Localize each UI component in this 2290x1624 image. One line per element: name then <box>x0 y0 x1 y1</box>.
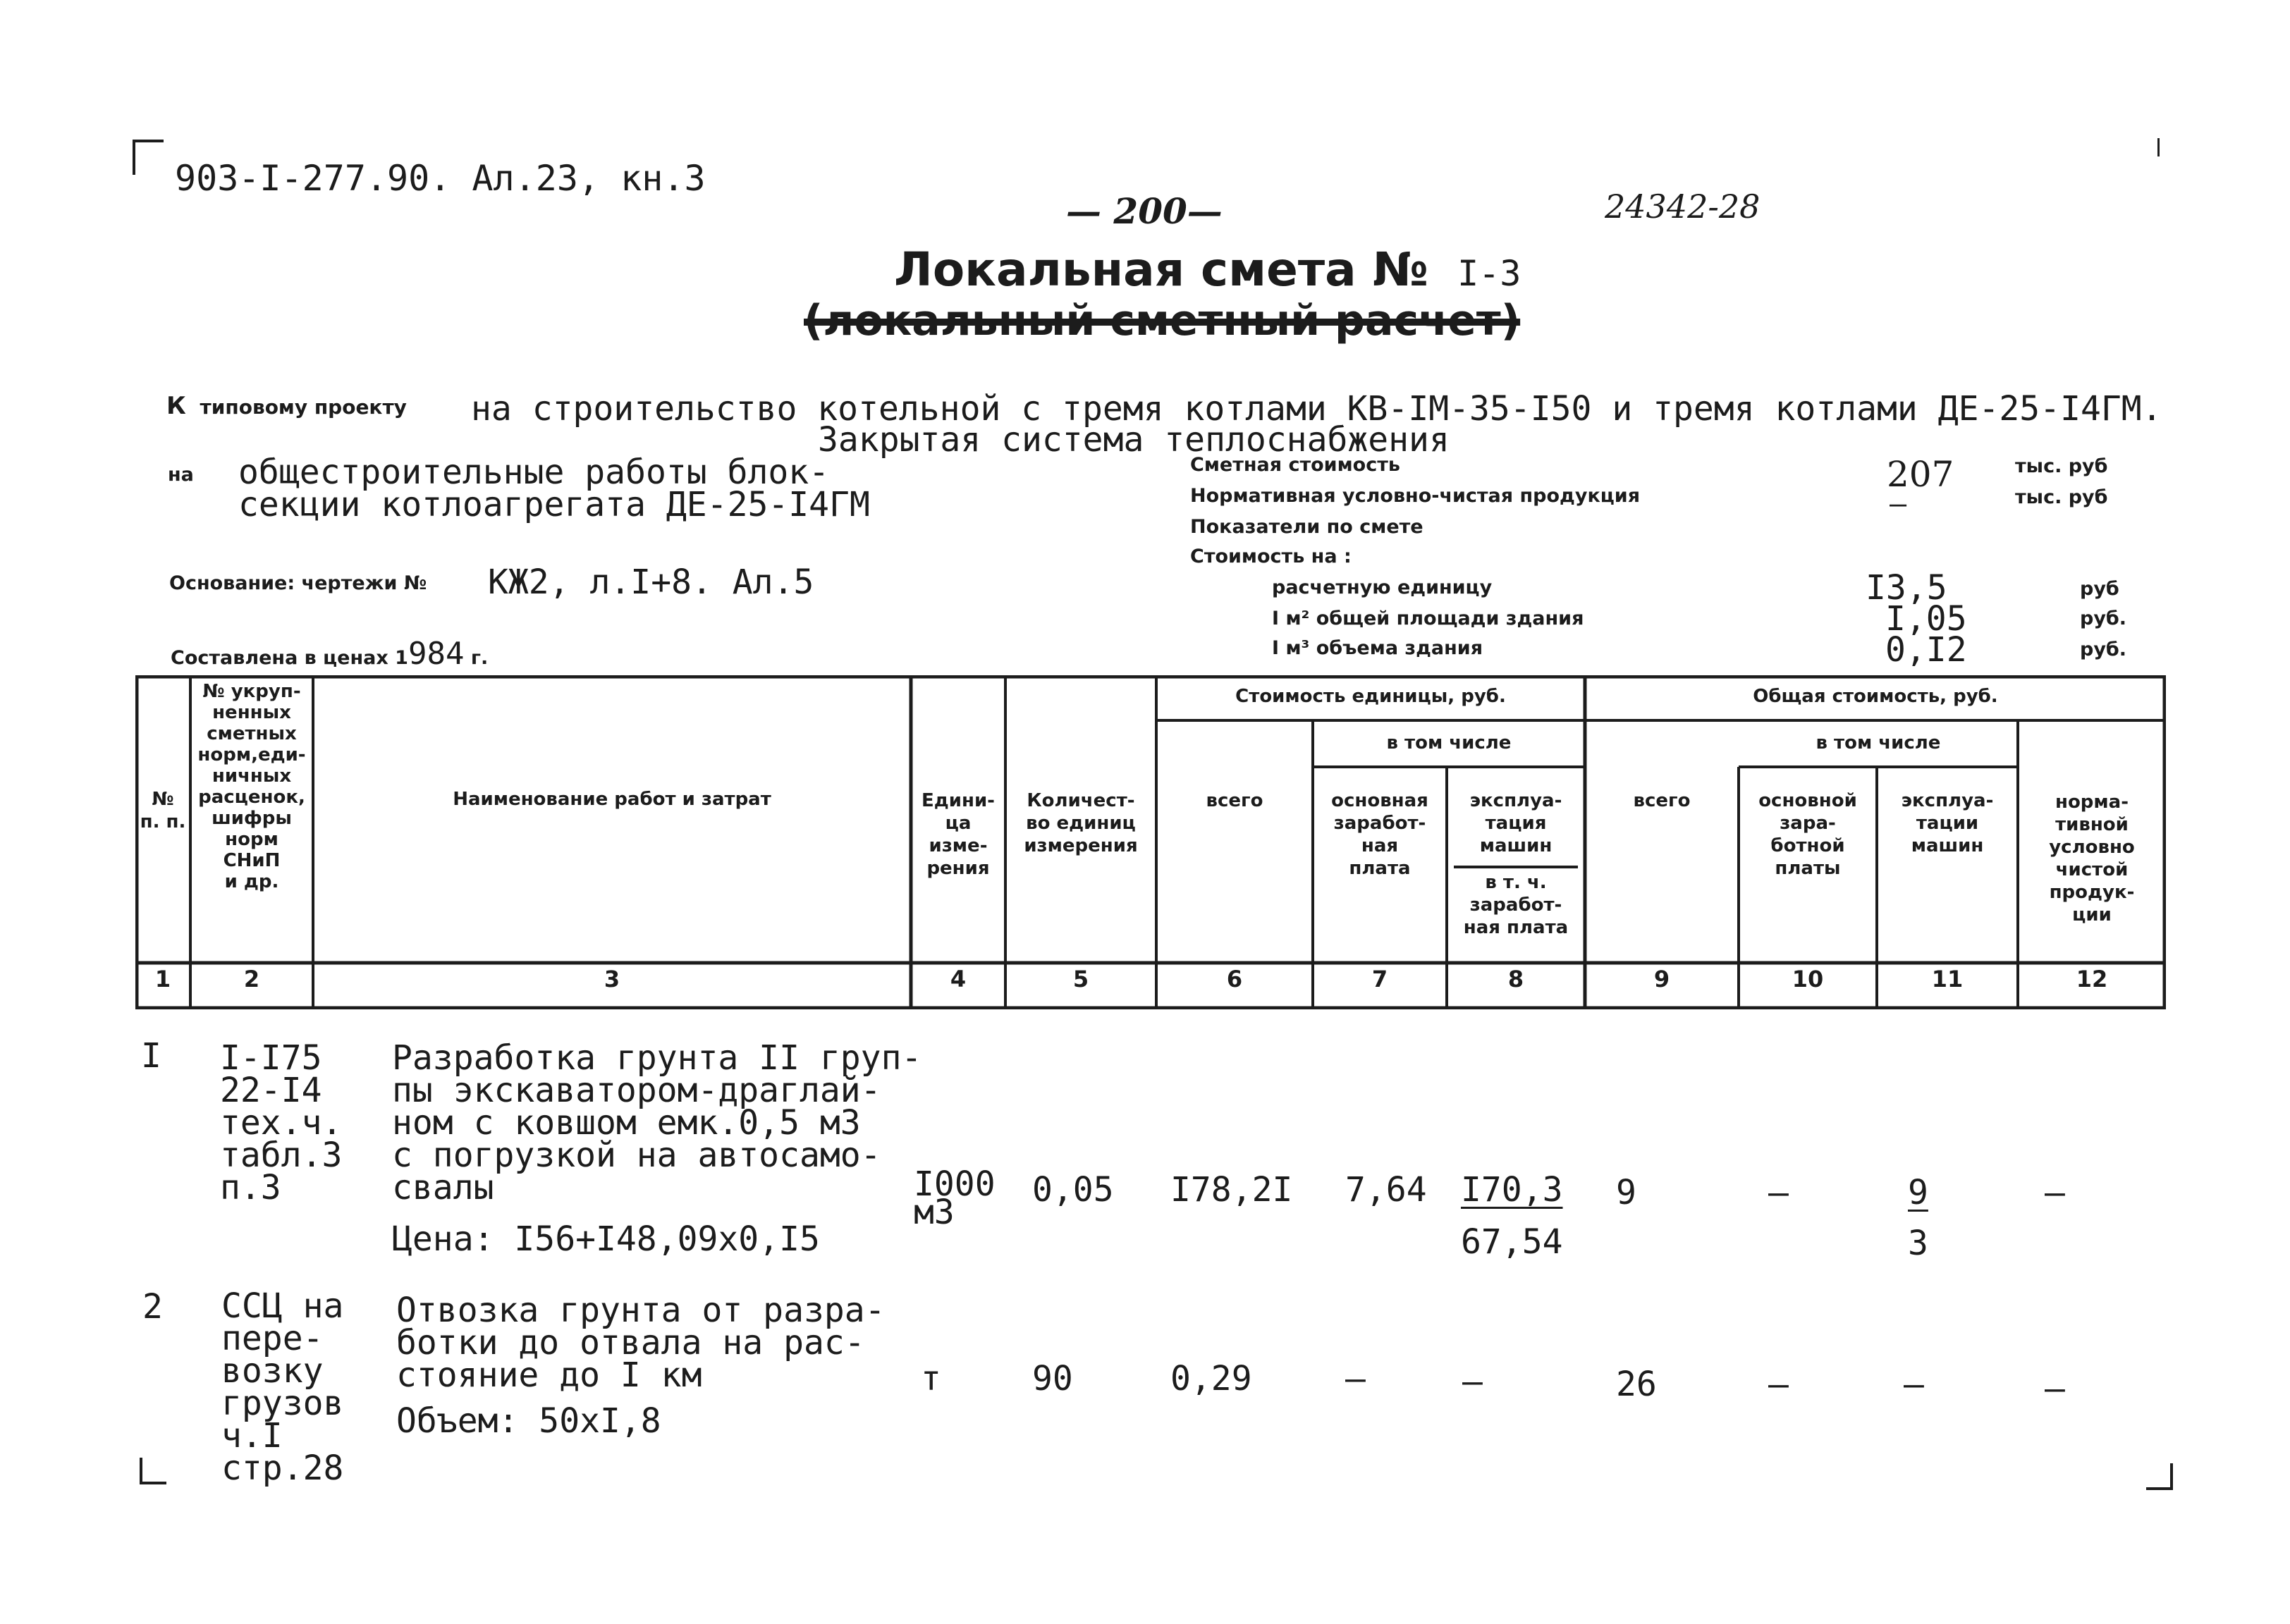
row-unit-machine: I70,3 <box>1461 1170 1563 1210</box>
archive-number: 24342-28 <box>1605 187 1761 226</box>
row-quantity: 0,05 <box>1032 1170 1114 1210</box>
per-unit-unit: руб <box>2080 578 2119 600</box>
row-work-note: Цена: I56+I48,09х0,I5 <box>392 1219 820 1259</box>
title-text: Локальная смета № <box>894 242 1429 297</box>
cost-per-label: Стоимость на : <box>1190 546 1352 567</box>
normative-value: – <box>1890 488 1907 520</box>
header-col7: основная заработ- ная плата <box>1331 790 1428 879</box>
per-m2-value: I,05 <box>1885 599 1967 639</box>
column-number-10: 10 <box>1792 966 1824 992</box>
per-unit-label: расчетную единицу <box>1272 577 1493 598</box>
column-number-3: 3 <box>604 966 620 992</box>
row-unit-wage: 7,64 <box>1345 1170 1427 1210</box>
estimated-cost-label: Сметная стоимость <box>1190 454 1400 476</box>
corner-mark-top-left <box>133 140 164 175</box>
corner-mark-bottom-left <box>140 1458 166 1484</box>
works-line-2: секции котлоагрегата ДЕ-25-I4ГМ <box>238 485 870 524</box>
row-sum-machine: 9 <box>1908 1173 1928 1212</box>
row-sum-machine: – <box>1904 1365 1924 1404</box>
header-col6: всего <box>1206 790 1263 811</box>
to-label <box>166 392 407 420</box>
header-col5: Количест- во единиц измерения <box>1024 790 1138 856</box>
document-title <box>894 242 1521 297</box>
header-col4: Едини- ца изме- рения <box>921 790 995 879</box>
basis-value: КЖ2, л.I+8. Ал.5 <box>488 562 814 602</box>
column-number-8: 8 <box>1507 966 1524 992</box>
prices-label-post: г. <box>470 647 489 669</box>
project-line-1: на строительство котельной с тремя котлами КВ-IМ-35-I50 и тремя котлами ДЕ-25-I4ГМ. <box>471 389 2162 429</box>
row-unit-machine-wage: 67,54 <box>1461 1222 1563 1262</box>
corner-mark-top-right <box>2157 138 2160 156</box>
row-unit-wage: – <box>1345 1359 1366 1398</box>
header-col3: Наименование работ и затрат <box>453 789 771 810</box>
per-m3-value: 0,I2 <box>1885 630 1967 670</box>
column-number-5: 5 <box>1072 966 1089 992</box>
indicators-label: Показатели по смете <box>1190 516 1423 538</box>
row-work-note: Объем: 50хI,8 <box>396 1401 661 1441</box>
works-line-1: общестроительные работы блок- <box>238 453 830 492</box>
row-sum-wage: – <box>1768 1173 1789 1212</box>
header-col11: эксплуа- тации машин <box>1901 790 1994 856</box>
row-unit-total: I78,2I <box>1170 1170 1293 1210</box>
header-unit-cost-group: Стоимость единицы, руб. <box>1235 686 1506 707</box>
row-code: I-I75 22-I4 тех.ч. табл.3 п.3 <box>220 1038 343 1207</box>
row-sum-wage: – <box>1768 1365 1789 1404</box>
header-incl-1: в том числе <box>1386 732 1512 753</box>
row-work-name: Отвозка грунта от разра- ботки до отвала на рас- стояние до I км <box>396 1291 886 1395</box>
column-number-4: 4 <box>950 966 967 992</box>
header-col10: основной зара- ботной платы <box>1758 790 1857 879</box>
prices-basis <box>171 636 488 672</box>
prices-label-pre: Составлена в ценах 1 <box>171 647 408 669</box>
row-number: 2 <box>142 1287 163 1327</box>
estimated-cost-unit: тыс. руб <box>2015 455 2108 477</box>
prices-year: 984 <box>408 636 465 672</box>
to-label-project: типовому проекту <box>200 395 407 419</box>
title-number: I-3 <box>1457 253 1521 294</box>
row-unit-total: 0,29 <box>1170 1359 1252 1398</box>
row-sum-normative: – <box>2045 1369 2065 1408</box>
row-sum-total: 9 <box>1616 1173 1636 1212</box>
basis-label: Основание: чертежи № <box>169 572 427 594</box>
per-m3-unit: руб. <box>2080 639 2127 660</box>
row-unit: I000 м3 <box>914 1164 996 1232</box>
row-number: I <box>141 1036 161 1076</box>
normative-unit: тыс. руб <box>2015 486 2108 508</box>
page-number: — 200— <box>1066 190 1223 232</box>
column-number-6: 6 <box>1226 966 1243 992</box>
column-number-2: 2 <box>243 966 260 992</box>
estimate-table-header <box>135 675 2166 1009</box>
row-code: ССЦ на пере- возку грузов ч.I стр.28 <box>221 1286 344 1488</box>
header-col2: № укруп- ненных сметных норм,еди- ничных расценок, шифры норм СНиП и др. <box>197 681 306 892</box>
per-m2-unit: руб. <box>2080 608 2127 629</box>
per-m3-label: I м³ объема здания <box>1272 637 1483 659</box>
document-subtitle-struck: (локальный сметный расчет) <box>804 296 1521 345</box>
header-col8a: эксплуа- тация машин <box>1469 790 1562 856</box>
estimated-cost-value: 207 <box>1887 454 1954 495</box>
header-total-cost-group: Общая стоимость, руб. <box>1753 686 1998 707</box>
header-col9: всего <box>1633 790 1691 811</box>
header-col8b: в т. ч. заработ- ная плата <box>1463 872 1569 938</box>
column-number-12: 12 <box>2076 966 2108 992</box>
column-number-9: 9 <box>1653 966 1670 992</box>
row-sum-machine-wage: 3 <box>1908 1224 1928 1263</box>
column-number-7: 7 <box>1371 966 1388 992</box>
header-incl-2: в том числе <box>1816 732 1941 753</box>
normative-label: Нормативная условно-чистая продукция <box>1190 485 1641 507</box>
header-col12: норма- тивной условно чистой продук- ции <box>2049 792 2135 925</box>
row-unit-machine: – <box>1462 1362 1483 1401</box>
row-sum-total: 26 <box>1616 1365 1657 1404</box>
row-work-name: Разработка грунта II груп- пы экскаватором-драглай- ном с ковшом емк.0,5 м3 с погрузкой на автосамо- свалы <box>392 1038 922 1207</box>
per-unit-value: I3,5 <box>1866 568 1947 608</box>
document-code: 903-I-277.90. Ал.23, кн.3 <box>175 158 706 199</box>
row-unit: т <box>921 1359 941 1398</box>
project-line-2: Закрытая система теплоснабжения <box>818 420 1450 460</box>
row-quantity: 90 <box>1032 1359 1073 1398</box>
per-m2-label: I м² общей площади здания <box>1272 608 1584 629</box>
column-number-1: 1 <box>154 966 171 992</box>
corner-mark-bottom-right <box>2146 1463 2173 1490</box>
column-number-11: 11 <box>1931 966 1964 992</box>
row-sum-normative: – <box>2045 1173 2065 1212</box>
header-col1: № п. п. <box>140 789 186 832</box>
on-label: на <box>168 464 194 486</box>
to-label-k: К <box>166 392 186 420</box>
